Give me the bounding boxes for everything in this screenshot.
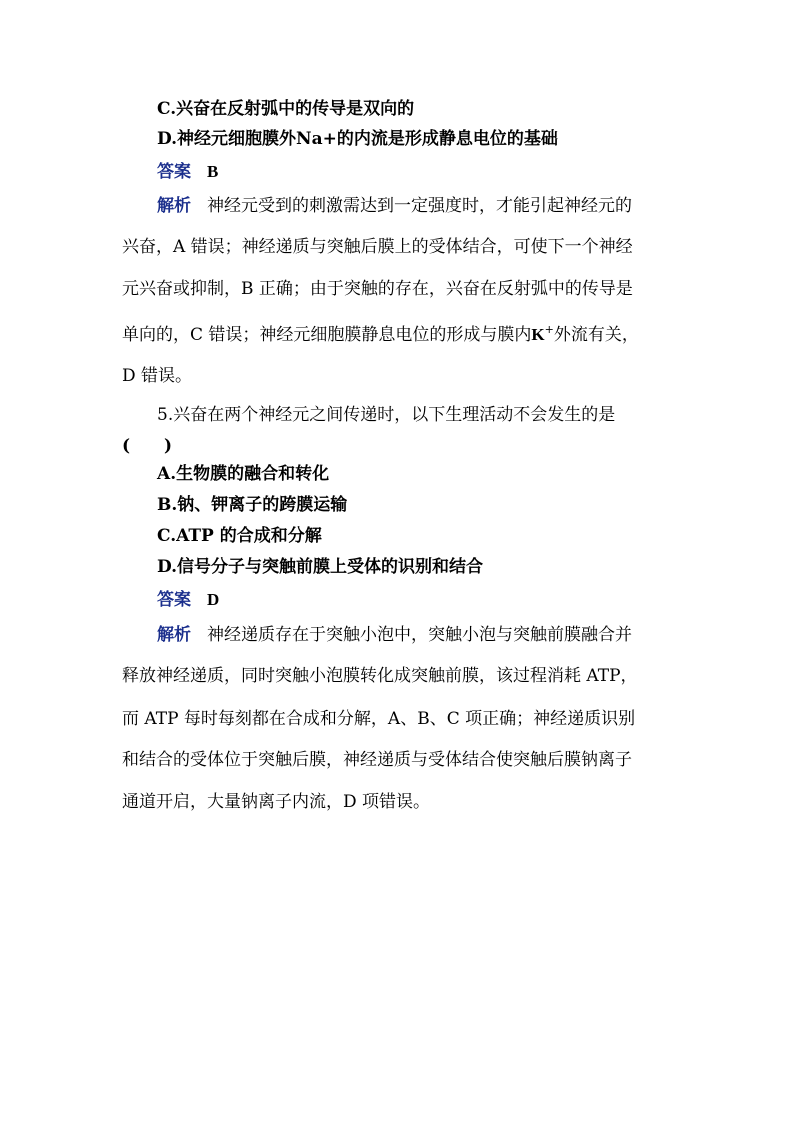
- q5-option-d: D.信号分子与突触前膜上受体的识别和结合: [157, 557, 484, 577]
- q5-option-a: A.生物膜的融合和转化: [157, 464, 330, 484]
- q5-analysis-line-1: [157, 624, 632, 646]
- analysis-text: 神经递质存在于突触小泡中，突触小泡与突触前膜融合并: [207, 625, 632, 645]
- analysis-text: 神经元受到的刺激需达到一定强度时，才能引起神经元的: [207, 196, 632, 216]
- q5-analysis-line-3: 而 ATP 每时每刻都在合成和分解，A、B、C 项正确；神经递质识别: [122, 709, 636, 729]
- answer-label: 答案: [157, 590, 191, 610]
- k-ion-charge: +: [544, 323, 554, 336]
- q5-option-c: C.ATP 的合成和分解: [157, 526, 322, 546]
- q4-analysis-line-4: [122, 319, 639, 346]
- q4-analysis-line-1: [157, 195, 632, 217]
- q5-blank: ( ): [122, 436, 173, 456]
- q5-option-b: B.钠、钾离子的跨膜运输: [157, 495, 348, 515]
- answer-value: D: [207, 590, 220, 609]
- q4-analysis-line-2: 兴奋，A 错误；神经递质与突触后膜上的受体结合，可使下一个神经: [122, 237, 633, 257]
- analysis-text-tail: 外流有关，: [553, 325, 639, 345]
- analysis-label: 解析: [157, 196, 191, 216]
- q5-answer: [157, 589, 219, 611]
- q5-stem: 5.兴奋在两个神经元之间传递时，以下生理活动不会发生的是: [157, 405, 616, 425]
- k-ion: K: [531, 325, 545, 344]
- q4-analysis-line-3: 元兴奋或抑制，B 正确；由于突触的存在，兴奋在反射弧中的传导是: [122, 279, 633, 299]
- q4-answer: [157, 161, 218, 183]
- answer-value: B: [207, 162, 219, 181]
- q5-analysis-line-5: 通道开启，大量钠离子内流，D 项错误。: [122, 792, 431, 812]
- q5-analysis-line-4: 和结合的受体位于突触后膜，神经递质与受体结合使突触后膜钠离子: [122, 750, 632, 770]
- q4-option-c: C.兴奋在反射弧中的传导是双向的: [157, 99, 415, 119]
- analysis-text: 单向的，C 错误；神经元细胞膜静息电位的形成与膜内: [122, 325, 532, 345]
- answer-label: 答案: [157, 162, 191, 182]
- q5-analysis-line-2: 释放神经递质，同时突触小泡膜转化成突触前膜，该过程消耗 ATP，: [122, 666, 638, 686]
- q4-option-d: D.神经元细胞膜外Na+的内流是形成静息电位的基础: [157, 129, 558, 149]
- q4-analysis-line-5: D 错误。: [122, 366, 193, 386]
- analysis-label: 解析: [157, 625, 191, 645]
